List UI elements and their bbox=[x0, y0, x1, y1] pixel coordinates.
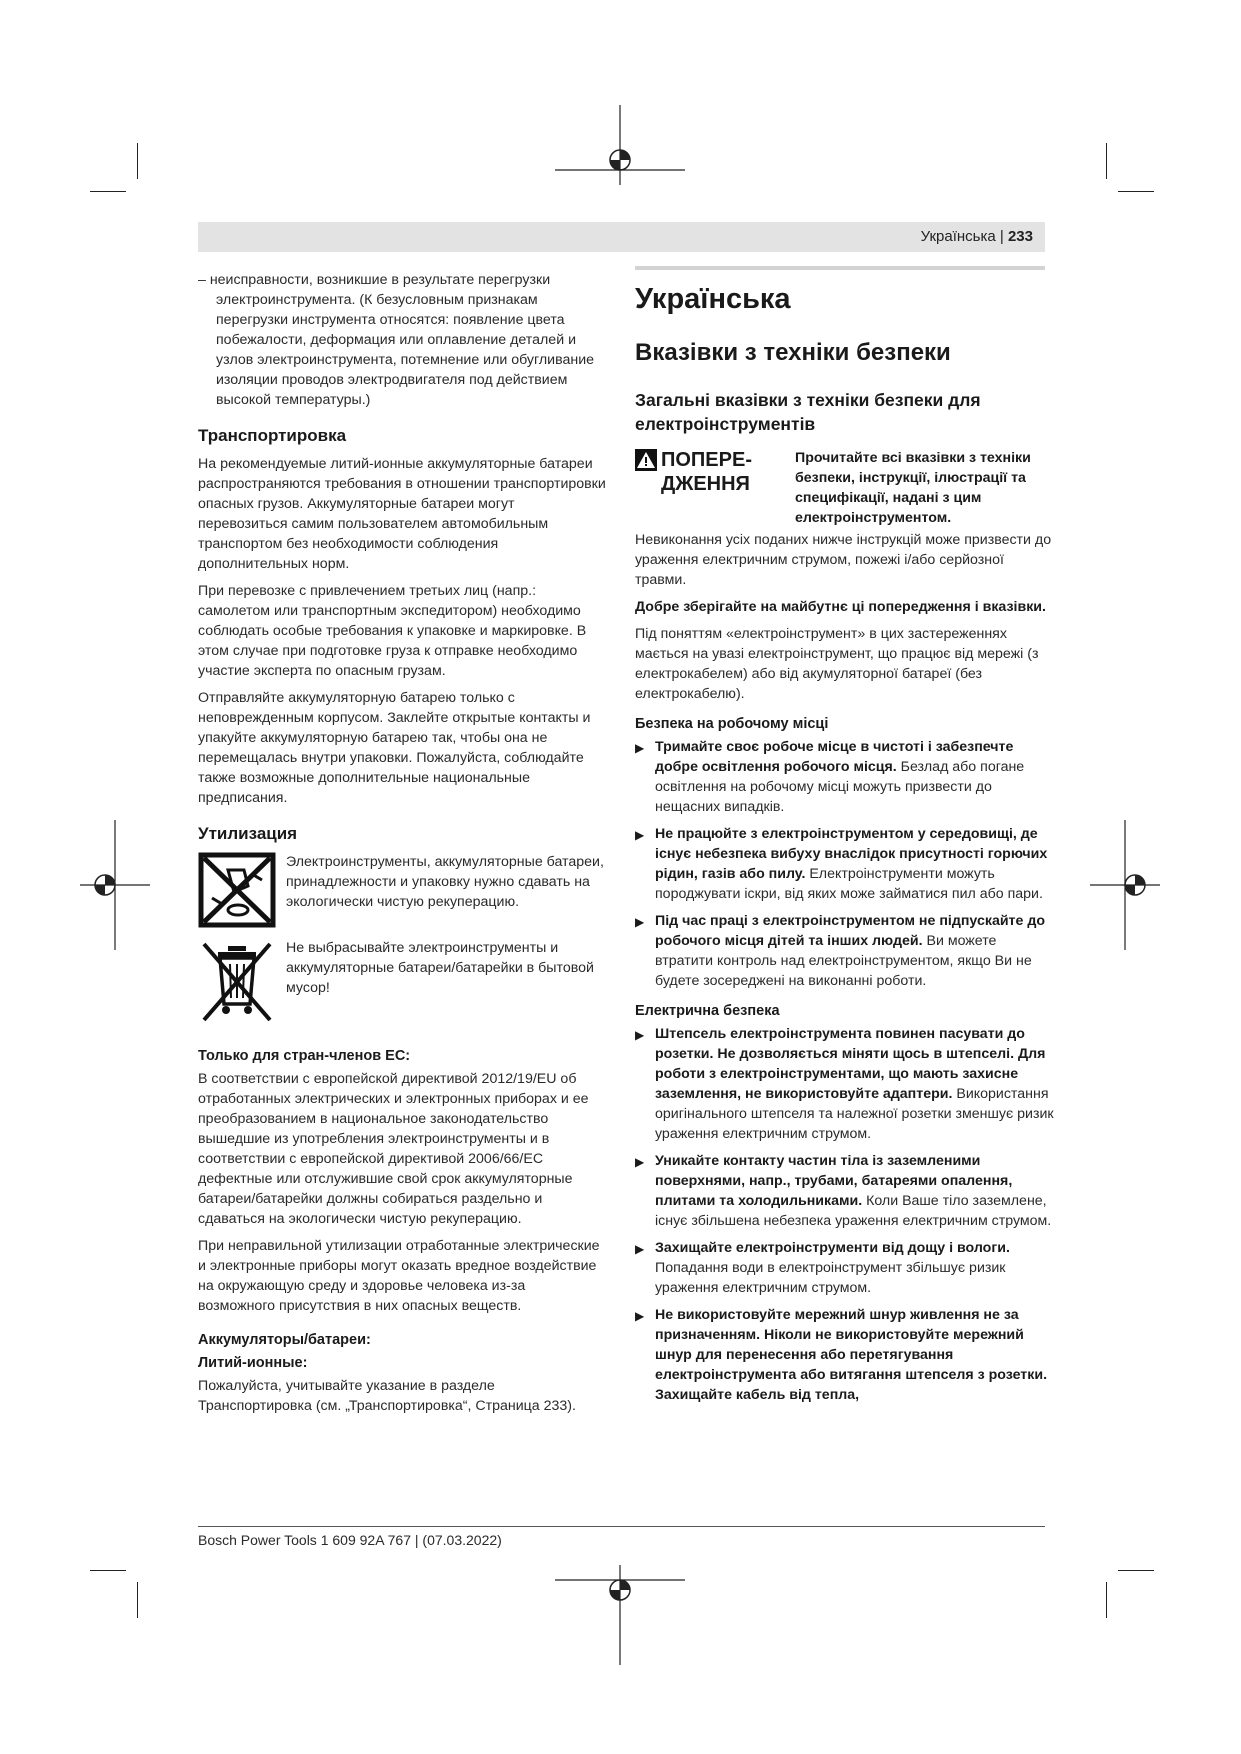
paragraph: При неправильной утилизации отработанные электрические и электронные приборы могут оказать вредное воздействие на окружающую среду и здоровье человека из-за возможного присутствия в них опасных веществ. bbox=[198, 1238, 600, 1314]
list-item: ▶ Уникайте контакту частин тіла із заземленими поверхнями, напр., трубами, батареями опалення, плитами та холодильниками. Коли Ваше тіло заземлене, існує збільшена небезпека ураження електричним струмом. bbox=[635, 1153, 1052, 1229]
page-footer: Bosch Power Tools 1 609 92A 767 | (07.03.2022) bbox=[198, 1532, 502, 1548]
paragraph: Пожалуйста, учитывайте указание в разделе Транспортировка (см. „Транспортировка“, Страница 233). bbox=[198, 1378, 576, 1414]
electrical-list bbox=[635, 1024, 1055, 1405]
list-item: ▶ Під час праці з електроінструментом не підпускайте до робочого місця дітей та інших людей. Ви можете втратити контроль над електроінструментом, якщо Ви не будете зосереджені на виконанні роботи. bbox=[635, 913, 1046, 989]
workplace-list bbox=[635, 737, 1055, 991]
registration-target-icon bbox=[60, 820, 150, 950]
bullet-icon: ▶ bbox=[635, 741, 645, 755]
list-item: ▶ Не працюйте з електроінструментом у середовищі, де існує небезпека вибуху внаслідок присутності горючих рідин, газів або пилу. Електроінструменти можуть породжувати іскри, від яких може займатися пил або пари. bbox=[635, 826, 1048, 902]
paragraph: В соответствии с европейской директивой 2012/19/EU об отработанных электрических и электронных приборах и ее преобразованием в национальное законодательство вышедшие из употребления электроинструменты и в соответствии с европейской директивой 2006/66/EC дефектные или отслужившие свой срок аккумуляторные батареи/батарейки должны собираться раздельно и сдаваться на экологически чистую рекуперацию. bbox=[198, 1071, 589, 1227]
recycling-symbol-icon bbox=[198, 852, 276, 928]
list-item: ▶ Не використовуйте мережний шнур живлення не за призначенням. Ніколи не використовуйте мережний шнур для перенесення або перетягування електроінструмента або витягання штепселя з розетки. Захищайте кабель від тепла, bbox=[635, 1307, 1048, 1403]
warning-block bbox=[635, 448, 1055, 528]
bullet-icon: ▶ bbox=[635, 1242, 645, 1256]
footer-rule bbox=[198, 1526, 1045, 1527]
list-item: ▶ Штепсель електроінструмента повинен пасувати до розетки. Не дозволяється міняти щось в штепселі. Для роботи з електроінструментами, що мають захисне заземлення, не використовуйте адаптери. Використання оригінального штепселя та належної розетки зменшує ризик ураження електричним струмом. bbox=[635, 1026, 1054, 1142]
electrical-heading: Електрична безпека bbox=[635, 1003, 780, 1019]
warning-bold-text: Прочитайте всі вказівки з техніки безпеки, інструкції, ілюстрації та специфікації, надані з цим електроінструментом. bbox=[795, 450, 1031, 526]
paragraph: При перевозке с привлечением третьих лиц (напр.: самолетом или транспортным экспедитором) необходимо соблюдать особые требования к упаковке и маркировке. В этом случае при подготовке груза к отправке необходимо участие эксперта по опасным грузам. bbox=[198, 583, 587, 679]
list-item: ▶ Захищайте електроінструменти від дощу і вологи. Попадання води в електроінструмент збільшує ризик ураження електричним струмом. bbox=[635, 1240, 1010, 1296]
disposal-row bbox=[198, 852, 606, 928]
paragraph: Невиконання усіх поданих нижче інструкцій може призвести до ураження електричним струмом, пожежі і/або серйозної травми. bbox=[635, 532, 1052, 588]
liion-heading: Литий-ионные: bbox=[198, 1355, 308, 1371]
section-heading-transport: Транспортировка bbox=[198, 426, 347, 445]
section-heading-disposal: Утилизация bbox=[198, 824, 298, 843]
bullet-icon: ▶ bbox=[635, 828, 645, 842]
page-header bbox=[198, 222, 1045, 252]
subsection-title: Загальні вказівки з техніки безпеки для електроінструментів bbox=[635, 390, 981, 434]
header-label: Українська | 233 bbox=[920, 228, 1033, 245]
bullet-icon: ▶ bbox=[635, 1028, 645, 1042]
bullet-icon: ▶ bbox=[635, 915, 645, 929]
disposal-row bbox=[198, 938, 606, 1024]
paragraph: На рекомендуемые литий-ионные аккумуляторные батареи распространяются требования в отношении транспортировки опасных грузов. Аккумуляторные батареи могут перевозиться самим пользователем автомобильным транспортом без необходимости соблюдения дополнительных норм. bbox=[198, 456, 606, 572]
workplace-heading: Безпека на робочому місці bbox=[635, 716, 829, 732]
section-rule bbox=[635, 266, 1045, 270]
registration-target-icon bbox=[555, 1535, 685, 1665]
page-number: 233 bbox=[1007, 228, 1033, 245]
keep-instructions-heading: Добре зберігайте на майбутнє ці попередження і вказівки. bbox=[635, 599, 1046, 615]
bullet-icon: ▶ bbox=[635, 1309, 645, 1323]
paragraph: Не выбрасывайте электроинструменты и аккумуляторные батареи/батарейки в бытовой мусор! bbox=[286, 940, 594, 996]
paragraph: Электроинструменты, аккумуляторные батареи, принадлежности и упаковку нужно сдавать на экологически чистую рекуперацию. bbox=[286, 854, 604, 910]
warning-triangle-icon bbox=[635, 449, 657, 471]
registration-target-icon bbox=[1090, 820, 1180, 950]
paragraph: Під поняттям «електроінструмент» в цих застереженнях мається на увазі електроінструмент, що працює від мережі (з електрокабелем) або від акумуляторної батареї (без електрокабелю). bbox=[635, 626, 1039, 702]
left-column bbox=[198, 270, 606, 1423]
bullet-icon: ▶ bbox=[635, 1155, 645, 1169]
eu-heading: Только для стран-членов ЕС: bbox=[198, 1048, 411, 1064]
page-title: Українська bbox=[635, 283, 791, 315]
section-title: Вказівки з техніки безпеки bbox=[635, 339, 951, 366]
list-item: – неисправности, возникшие в результате перегрузки электроинструмента. (К безусловным признакам перегрузки инструмента относятся: появление цвета побежалости, деформация или оплавление деталей и узлов электроинструмента, потемнение или обугливание изоляции проводов электродвигателя под действием высокой температуры.) bbox=[198, 272, 595, 408]
paragraph: Отправляйте аккумуляторную батарею только с неповрежденным корпусом. Заклейте открытые контакты и упакуйте аккумуляторную батарею так, чтобы она не перемещалась внутри упаковки. Пожалуйста, соблюдайте также возможные дополнительные национальные предписания. bbox=[198, 690, 591, 806]
list-item: ▶ Тримайте своє робоче місце в чистоті і забезпечте добре освітлення робочого місця. Безлад або погане освітлення на робочому місці можуть призвести до нещасних випадків. bbox=[635, 739, 1025, 815]
right-column bbox=[635, 282, 1055, 1412]
registration-target-icon bbox=[555, 105, 685, 235]
crossed-out-bin-icon bbox=[198, 938, 276, 1024]
warning-label: ПОПЕРЕДЖЕННЯ bbox=[635, 448, 783, 528]
batteries-heading: Аккумуляторы/батареи: bbox=[198, 1332, 371, 1348]
